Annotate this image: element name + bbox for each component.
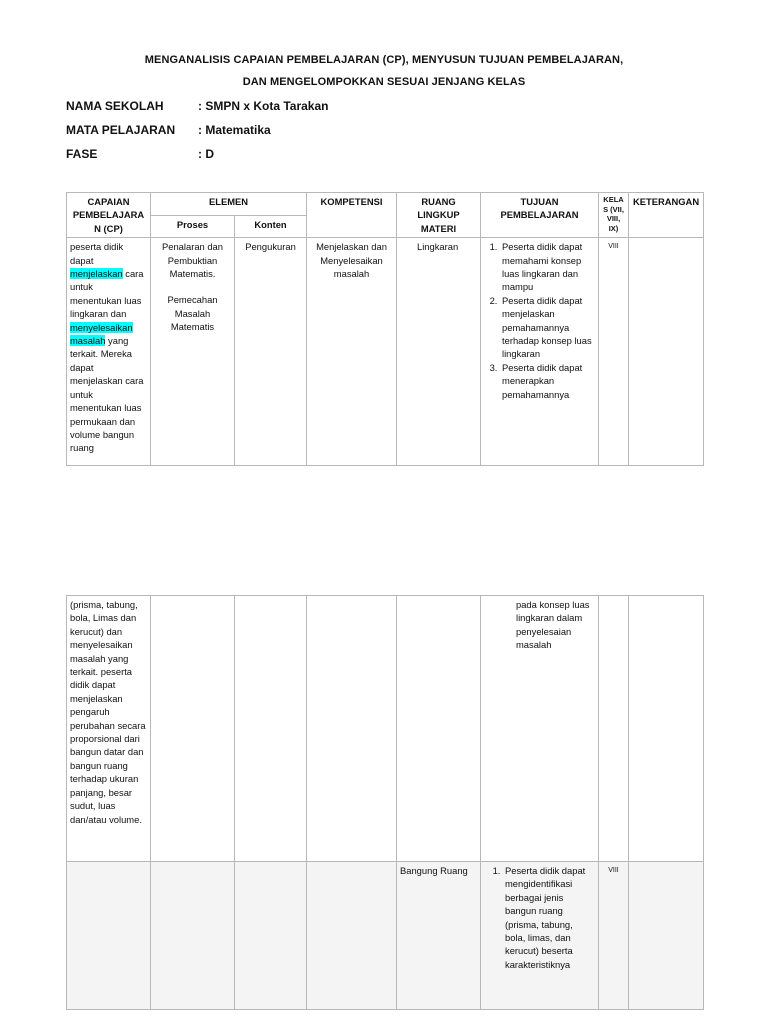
cell-ruang-lingkup [397, 596, 481, 862]
tujuan-item: 2. Peserta didik dapat menjelaskan pemahamannya terhadap konsep luas lingkaran [500, 294, 595, 361]
cell-konten: Pengukuran [235, 238, 307, 466]
cp-analysis-table-page2 [66, 595, 704, 1010]
cp-text: yang terkait. Mereka dapat menjelaskan cara untuk menentukan luas permukaan dan volume bangun ruang [70, 335, 144, 454]
header-ruang-lingkup: RUANG LINGKUP MATERI [397, 193, 481, 238]
cell-tujuan [481, 238, 599, 466]
cell-proses [151, 596, 235, 862]
cell-cp: (prisma, tabung, bola, Limas dan kerucut) dan menyelesaikan masalah yang terkait. peserta didik dapat menjelaskan pengaruh perubahan secara proporsional dari bangun datar dan bangun ruang terhadap ukuran panjang, besar sudut, luas dan/atau volume. [67, 596, 151, 862]
cell-kelas [599, 596, 629, 862]
proses-item: Pemecahan Masalah Matematis [167, 294, 218, 333]
cell-konten [235, 596, 307, 862]
meta-value-phase: : D [198, 147, 214, 161]
header-cp: CAPAIAN PEMBELAJARAN (CP) [67, 193, 151, 238]
cell-keterangan [629, 862, 704, 1010]
cell-cp [67, 238, 151, 466]
meta-label-school: NAMA SEKOLAH [66, 99, 164, 113]
table-row [67, 596, 704, 862]
document-title-line2: DAN MENGELOMPOKKAN SESUAI JENJANG KELAS [242, 76, 526, 88]
tujuan-item: 1. Peserta didik dapat mengidentifikasi berbagai jenis bangun ruang (prisma, tabung, bola, limas, dan kerucut) beserta karakteristiknya [503, 864, 595, 971]
cell-cp [67, 862, 151, 1010]
cp-text: peserta didik dapat [70, 241, 124, 266]
cell-ruang-lingkup: Lingkaran [397, 238, 481, 466]
tujuan-item: 1. Peserta didik dapat memahami konsep luas lingkaran dan mampu [500, 240, 595, 294]
cp-highlight-menyelesaikan: menyelesaikan masalah [70, 321, 133, 347]
header-kelas: KELAS (VII, VIII, IX) [599, 193, 629, 238]
meta-value-subject: : Matematika [198, 123, 271, 137]
table-row [67, 238, 704, 466]
cell-kompetensi [307, 596, 397, 862]
cell-proses [151, 862, 235, 1010]
proses-item: Penalaran dan Pembuktian Matematis. [162, 241, 223, 280]
cell-tujuan [481, 596, 599, 862]
document-title-line1: MENGANALISIS CAPAIAN PEMBELAJARAN (CP), MENYUSUN TUJUAN PEMBELAJARAN, [144, 54, 624, 66]
meta-value-school: : SMPN x Kota Tarakan [198, 99, 329, 113]
cp-highlight-menjelaskan: menjelaskan [70, 268, 123, 280]
cell-kompetensi: Menjelaskan dan Menyelesaikan masalah [307, 238, 397, 466]
meta-label-subject: MATA PELAJARAN [66, 123, 176, 137]
cell-ruang-lingkup: Bangung Ruang [397, 862, 481, 1010]
header-keterangan: KETERANGAN [629, 193, 704, 238]
header-tujuan: TUJUAN PEMBELAJARAN [481, 193, 599, 238]
cell-proses [151, 238, 235, 466]
cell-tujuan [481, 862, 599, 1010]
header-konten: Konten [235, 215, 307, 238]
tujuan-continuation: pada konsep luas lingkaran dalam penyelesaian masalah [516, 599, 590, 651]
cell-kelas: VIII [599, 862, 629, 1010]
header-kompetensi: KOMPETENSI [307, 193, 397, 238]
cell-keterangan [629, 238, 704, 466]
table-header-row [67, 193, 704, 216]
table-row [67, 862, 704, 1010]
tujuan-item: 3. Peserta didik dapat menerapkan pemahamannya [500, 361, 595, 401]
cell-konten [235, 862, 307, 1010]
cell-kelas: VIII [599, 238, 629, 466]
header-elemen: ELEMEN [151, 193, 307, 216]
cp-analysis-table-page1 [66, 192, 704, 466]
cell-kompetensi [307, 862, 397, 1010]
header-proses: Proses [151, 215, 235, 238]
meta-label-phase: FASE [66, 147, 98, 161]
cp-text: cara untuk menentukan luas lingkaran dan [70, 268, 144, 320]
cell-keterangan [629, 596, 704, 862]
